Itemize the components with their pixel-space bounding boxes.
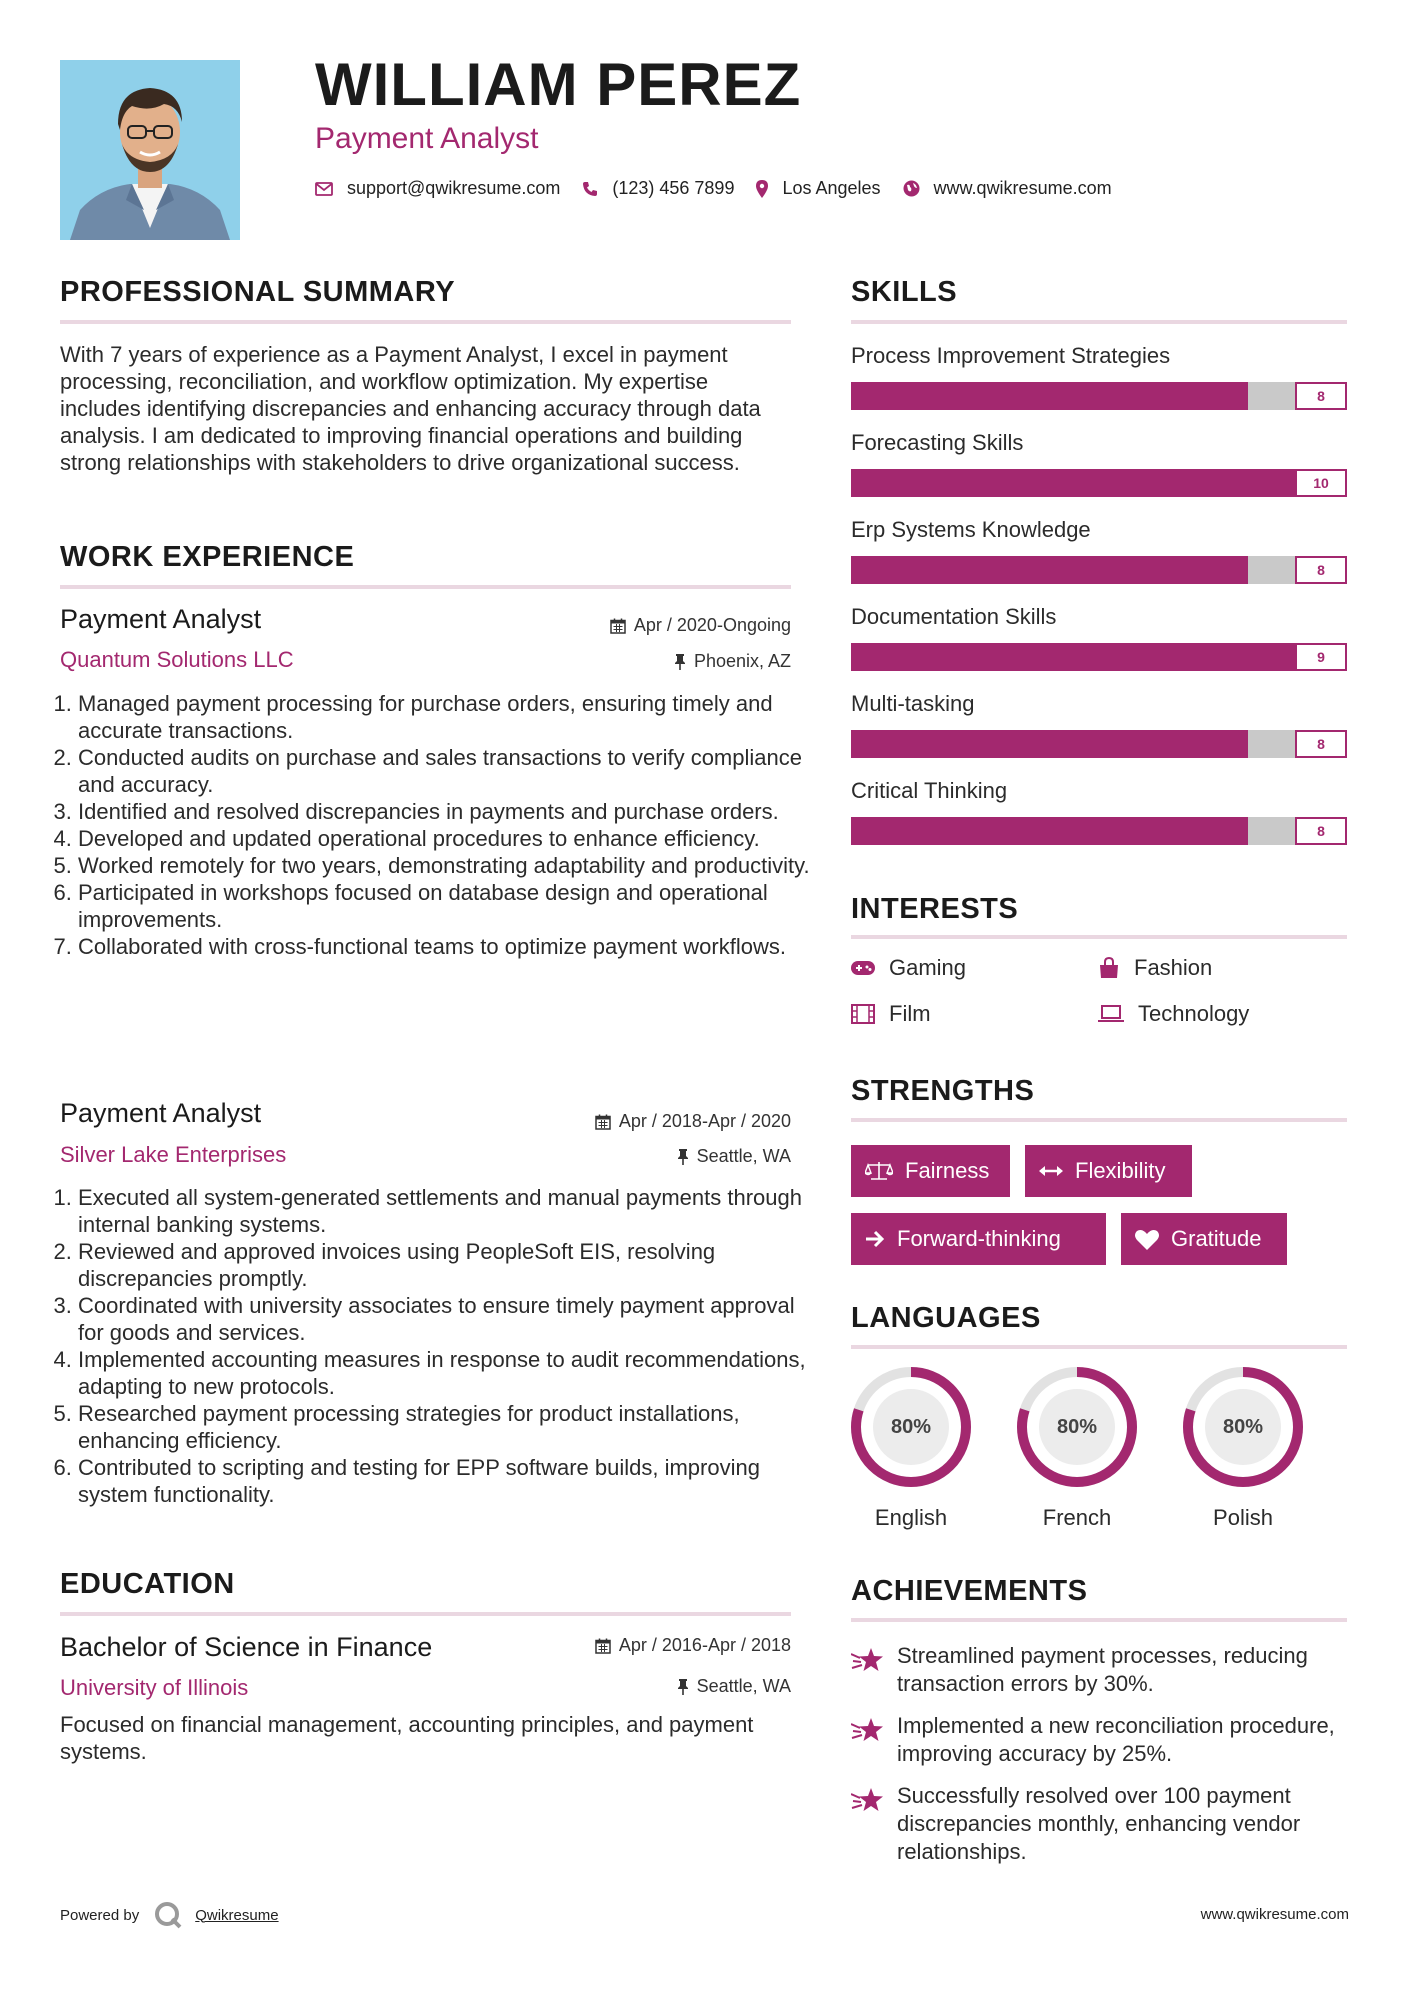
job-dates-text: Apr / 2018-Apr / 2020 [618, 1111, 791, 1131]
skill-bar [851, 556, 1347, 584]
skill-score: 8 [1295, 730, 1347, 758]
contact-phone[interactable] [582, 178, 734, 199]
skill-bar-fill [851, 469, 1347, 497]
skill-score: 9 [1295, 643, 1347, 671]
duty-item: 3. Identified and resolved discrepancies in payments and purchase orders. [78, 798, 814, 825]
education-location-text: Seattle, WA [696, 1676, 791, 1696]
strength-tag [1121, 1213, 1287, 1265]
contact-website[interactable] [903, 178, 1112, 199]
job-duties [54, 1184, 814, 1508]
skill-score: 8 [1295, 556, 1347, 584]
language-name: English [874, 1505, 948, 1530]
shooting-star-icon [851, 1716, 885, 1744]
qwikresume-logo-icon [153, 1900, 183, 1930]
experience-divider [60, 585, 791, 589]
skill-bar [851, 469, 1347, 497]
job-company: Silver Lake Enterprises [60, 1142, 287, 1167]
education-heading: EDUCATION [60, 1568, 235, 1600]
job-company: Quantum Solutions LLC [60, 647, 294, 672]
skill-bar [851, 643, 1347, 671]
skill-name: Erp Systems Knowledge [851, 517, 1091, 542]
candidate-name: WILLIAM PEREZ [315, 51, 802, 118]
skill-bar [851, 382, 1347, 410]
degree-title: Bachelor of Science in Finance [60, 1632, 433, 1662]
job-location [500, 651, 791, 672]
duty-item: 1. Executed all system-generated settlements and manual payments through internal banking systems. [78, 1184, 814, 1238]
language-name: Polish [1213, 1505, 1273, 1530]
calendar-icon [610, 618, 626, 634]
school-name: University of Illinois [60, 1675, 249, 1700]
duty-item: 1. Managed payment processing for purchase orders, ensuring timely and accurate transactions. [78, 690, 814, 744]
skill-name: Critical Thinking [851, 778, 1008, 803]
duty-item: 5. Worked remotely for two years, demonstrating adaptability and productivity. [78, 852, 814, 879]
education-dates-text: Apr / 2016-Apr / 2018 [618, 1635, 791, 1655]
interest-item [1098, 955, 1212, 981]
languages-heading: LANGUAGES [851, 1302, 1041, 1334]
shooting-star-icon [851, 1646, 885, 1674]
footer-website[interactable]: www.qwikresume.com [1200, 1906, 1349, 1923]
achievements-heading: ACHIEVEMENTS [851, 1575, 1088, 1607]
strengths-divider [851, 1118, 1347, 1122]
strength-label: Flexibility [1075, 1158, 1166, 1183]
calendar-icon [595, 1114, 611, 1130]
arrows-horizontal-icon [1039, 1164, 1063, 1178]
skill-bar [851, 817, 1347, 845]
location-text: Los Angeles [782, 178, 881, 198]
job-dates [500, 615, 791, 636]
skill-score: 8 [1295, 817, 1347, 845]
arrow-right-icon [865, 1230, 885, 1248]
interests-heading: INTERESTS [851, 893, 1019, 925]
balance-scale-icon [865, 1161, 893, 1181]
education-dates [500, 1635, 791, 1656]
envelope-icon [315, 182, 333, 196]
job-location-text: Seattle, WA [696, 1146, 791, 1166]
skill-bar-fill [851, 556, 1248, 584]
language-percent: 80% [1222, 1416, 1264, 1438]
person-photo-illustration [60, 60, 240, 240]
job-location-text: Phoenix, AZ [693, 651, 791, 671]
duty-item: 7. Collaborated with cross-functional teams to optimize payment workflows. [78, 933, 814, 960]
interest-item [1098, 1001, 1249, 1027]
strength-tag [851, 1213, 1106, 1265]
language-item [1015, 1365, 1139, 1531]
job-dates-text: Apr / 2020-Ongoing [633, 615, 791, 635]
interest-label: Gaming [889, 955, 967, 980]
achievement-item [851, 1642, 1351, 1698]
education-divider [60, 1612, 791, 1616]
film-icon [851, 1004, 875, 1024]
interest-item [851, 1001, 931, 1027]
contact-row [315, 178, 1134, 199]
skill-bar-fill [851, 643, 1297, 671]
shopping-bag-icon [1098, 957, 1120, 979]
duty-item: 5. Researched payment processing strategies for product installations, enhancing efficiency. [78, 1400, 814, 1454]
pushpin-icon [674, 654, 686, 670]
duty-item: 4. Developed and updated operational procedures to enhance efficiency. [78, 825, 814, 852]
job-dates [500, 1111, 791, 1132]
summary-heading: PROFESSIONAL SUMMARY [60, 276, 456, 308]
interests-divider [851, 935, 1347, 939]
job-title: Payment Analyst [60, 1098, 262, 1128]
footer-branding [60, 1900, 279, 1930]
job-location [500, 1146, 791, 1167]
website-text: www.qwikresume.com [933, 178, 1112, 198]
summary-divider [60, 320, 791, 324]
map-marker-icon [756, 180, 768, 198]
interest-label: Fashion [1134, 955, 1213, 980]
profile-photo [60, 60, 240, 240]
language-item [849, 1365, 973, 1531]
strength-tag [851, 1145, 1010, 1197]
experience-heading: WORK EXPERIENCE [60, 541, 355, 573]
achievement-text: Implemented a new reconciliation procedure, improving accuracy by 25%. [897, 1713, 1335, 1766]
duty-item: 4. Implemented accounting measures in response to audit recommendations, adapting to new protocols. [78, 1346, 814, 1400]
phone-icon [582, 181, 598, 197]
heart-icon [1135, 1229, 1159, 1250]
strengths-heading: STRENGTHS [851, 1075, 1035, 1107]
gamepad-icon [851, 961, 875, 975]
education-location [500, 1676, 791, 1697]
achievement-text: Streamlined payment processes, reducing transaction errors by 30%. [897, 1643, 1308, 1696]
interest-label: Film [889, 1001, 931, 1026]
strength-label: Fairness [905, 1158, 990, 1183]
strength-label: Gratitude [1171, 1226, 1262, 1251]
language-percent: 80% [1056, 1416, 1098, 1438]
skills-divider [851, 320, 1347, 324]
achievement-item [851, 1712, 1351, 1768]
strength-tag [1025, 1145, 1192, 1197]
achievements-divider [851, 1618, 1347, 1622]
languages-divider [851, 1345, 1347, 1349]
calendar-icon [595, 1638, 611, 1654]
shooting-star-icon [851, 1786, 885, 1814]
skill-bar-fill [851, 817, 1248, 845]
strength-label: Forward-thinking [897, 1226, 1061, 1251]
skill-name: Process Improvement Strategies [851, 343, 1171, 368]
skill-score: 10 [1295, 469, 1347, 497]
skill-score: 8 [1295, 382, 1347, 410]
contact-email[interactable] [315, 178, 560, 199]
job-title: Payment Analyst [60, 604, 262, 634]
brand-link[interactable]: Qwikresume [195, 1906, 279, 1924]
duty-item: 2. Reviewed and approved invoices using PeopleSoft EIS, resolving discrepancies promptly. [78, 1238, 814, 1292]
skill-bar-fill [851, 382, 1248, 410]
language-percent: 80% [890, 1416, 932, 1438]
skills-heading: SKILLS [851, 276, 958, 308]
contact-location [756, 178, 880, 199]
achievement-text: Successfully resolved over 100 payment discrepancies monthly, enhancing vendor relationships. [897, 1783, 1301, 1864]
skill-name: Forecasting Skills [851, 430, 1024, 455]
duty-item: 6. Contributed to scripting and testing for EPP software builds, improving system functionality. [78, 1454, 814, 1508]
summary-text: With 7 years of experience as a Payment Analyst, I excel in payment processing, reconciliation, and workflow optimization. My expertise includes identifying discrepancies and enhancing accuracy through data analysis. I am dedicated to improving financial operations and building strong relationships with stakeholders to drive organizational success. [60, 342, 761, 475]
skill-bar [851, 730, 1347, 758]
phone-text: (123) 456 7899 [612, 178, 735, 198]
duty-item: 2. Conducted audits on purchase and sales transactions to verify compliance and accuracy. [78, 744, 814, 798]
email-text: support@qwikresume.com [347, 178, 561, 198]
skill-name: Documentation Skills [851, 604, 1057, 629]
laptop-icon [1098, 1005, 1124, 1023]
language-name: French [1042, 1505, 1112, 1530]
duty-item: 3. Coordinated with university associates to ensure timely payment approval for goods and services. [78, 1292, 814, 1346]
interest-label: Technology [1138, 1001, 1250, 1026]
pushpin-icon [677, 1679, 689, 1695]
powered-by-text: Powered by [60, 1906, 140, 1924]
pushpin-icon [677, 1149, 689, 1165]
globe-icon [903, 180, 920, 197]
achievement-item [851, 1782, 1351, 1866]
skill-bar-fill [851, 730, 1248, 758]
job-duties [54, 690, 814, 960]
candidate-title: Payment Analyst [315, 122, 539, 155]
duty-item: 6. Participated in workshops focused on database design and operational improvements. [78, 879, 814, 933]
education-description: Focused on financial management, accounting principles, and payment systems. [60, 1712, 754, 1764]
interest-item [851, 955, 966, 981]
skill-name: Multi-tasking [851, 691, 975, 716]
language-item [1181, 1365, 1305, 1531]
